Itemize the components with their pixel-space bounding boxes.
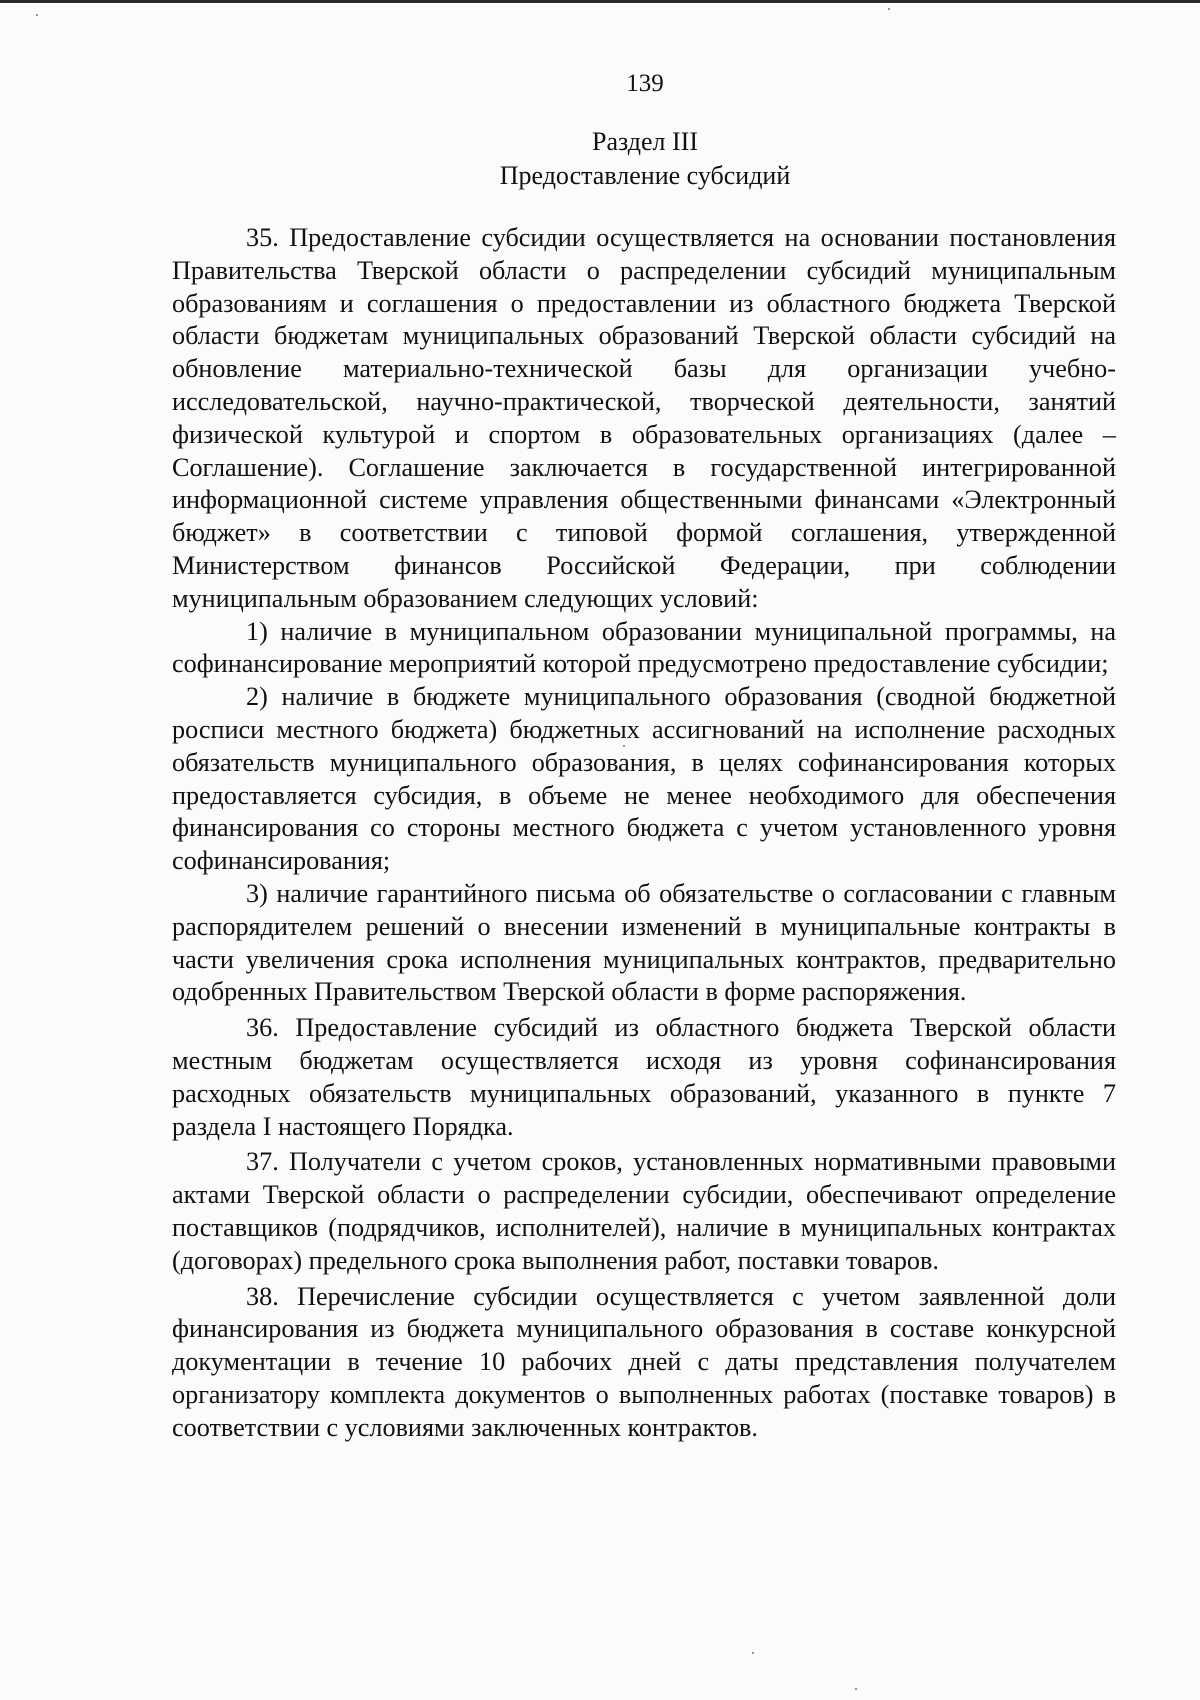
- condition-1: 1) наличие в муниципальном образовании муниципальной программы, на софинансирование мероприятий которой предусмотрено предоставление субсидии;: [172, 616, 1116, 679]
- paragraph-38: 38. Перечисление субсидии осуществляется с учетом заявленной доли финансирования из бюджета муниципального образования в составе конкурсной документации в течение 10 рабочих дней с даты представления получателем организатору комплекта документов о выполненных работах (поставке товаров) в соответствии с условиями заключенных контрактов.: [172, 1281, 1116, 1442]
- scan-speck: [752, 1652, 754, 1654]
- scan-speck: [855, 1688, 857, 1690]
- scan-speck: [888, 8, 890, 10]
- section-label: Раздел III: [591, 127, 699, 156]
- body-text: [172, 222, 1116, 1444]
- section-title: Предоставление субсидий: [499, 161, 791, 190]
- section-heading: [0, 125, 1200, 193]
- condition-3: 3) наличие гарантийного письма об обязательстве о согласовании с главным распорядителем решений о внесении изменений в муниципальные контракты в части увеличения срока исполнения муниципальных контрактов, предварительно одобренных Правительством Тверской области в форме распоряжения.: [172, 878, 1116, 1007]
- page-number: 139: [626, 70, 664, 97]
- paragraph-36: 36. Предоставление субсидий из областного бюджета Тверской области местным бюджетам осуществляется исходя из уровня софинансирования расходных обязательств муниципальных образований, указанного в пункте 7 раздела I настоящего Порядка.: [172, 1013, 1116, 1141]
- scan-speck: [36, 14, 38, 16]
- condition-2: 2) наличие в бюджете муниципального образования (сводной бюджетной росписи местного бюджета) бюджетных ассигнований на исполнение расходных обязательств муниципального образования, в целях софинансирования которых предоставляется субсидия, в объеме не менее необходимого для обеспечения финансирования со стороны местного бюджета с учетом установленного уровня софинансирования;: [172, 682, 1116, 876]
- paragraph-35: 35. Предоставление субсидии осуществляется на основании постановления Правительства Тверской области о распределении субсидий муниципальным образованиям и соглашения о предоставлении из областного бюджета Тверской области бюджетам муниципальных образований Тверской области субсидий на обновление материально-технической базы для организации учебно-исследовательской, научно-практической, творческой деятельности, занятий физической культурой и спортом в образовательных организациях (далее – Соглашение). Соглашение заключается в государственной интегрированной информационной системе управления общественными финансами «Электронный бюджет» в соответствии с типовой формой соглашения, утвержденной Министерством финансов Российской Федерации, при соблюдении муниципальным образованием следующих условий:: [172, 223, 1116, 613]
- paragraph-37: 37. Получатели с учетом сроков, установленных нормативными правовыми актами Тверской области о распределении субсидии, обеспечивают определение поставщиков (подрядчиков, исполнителей), наличие в муниципальных контрактах (договорах) предельного срока выполнения работ, поставки товаров.: [172, 1147, 1116, 1275]
- scan-speck: [623, 745, 625, 747]
- scan-border: [0, 0, 1200, 3]
